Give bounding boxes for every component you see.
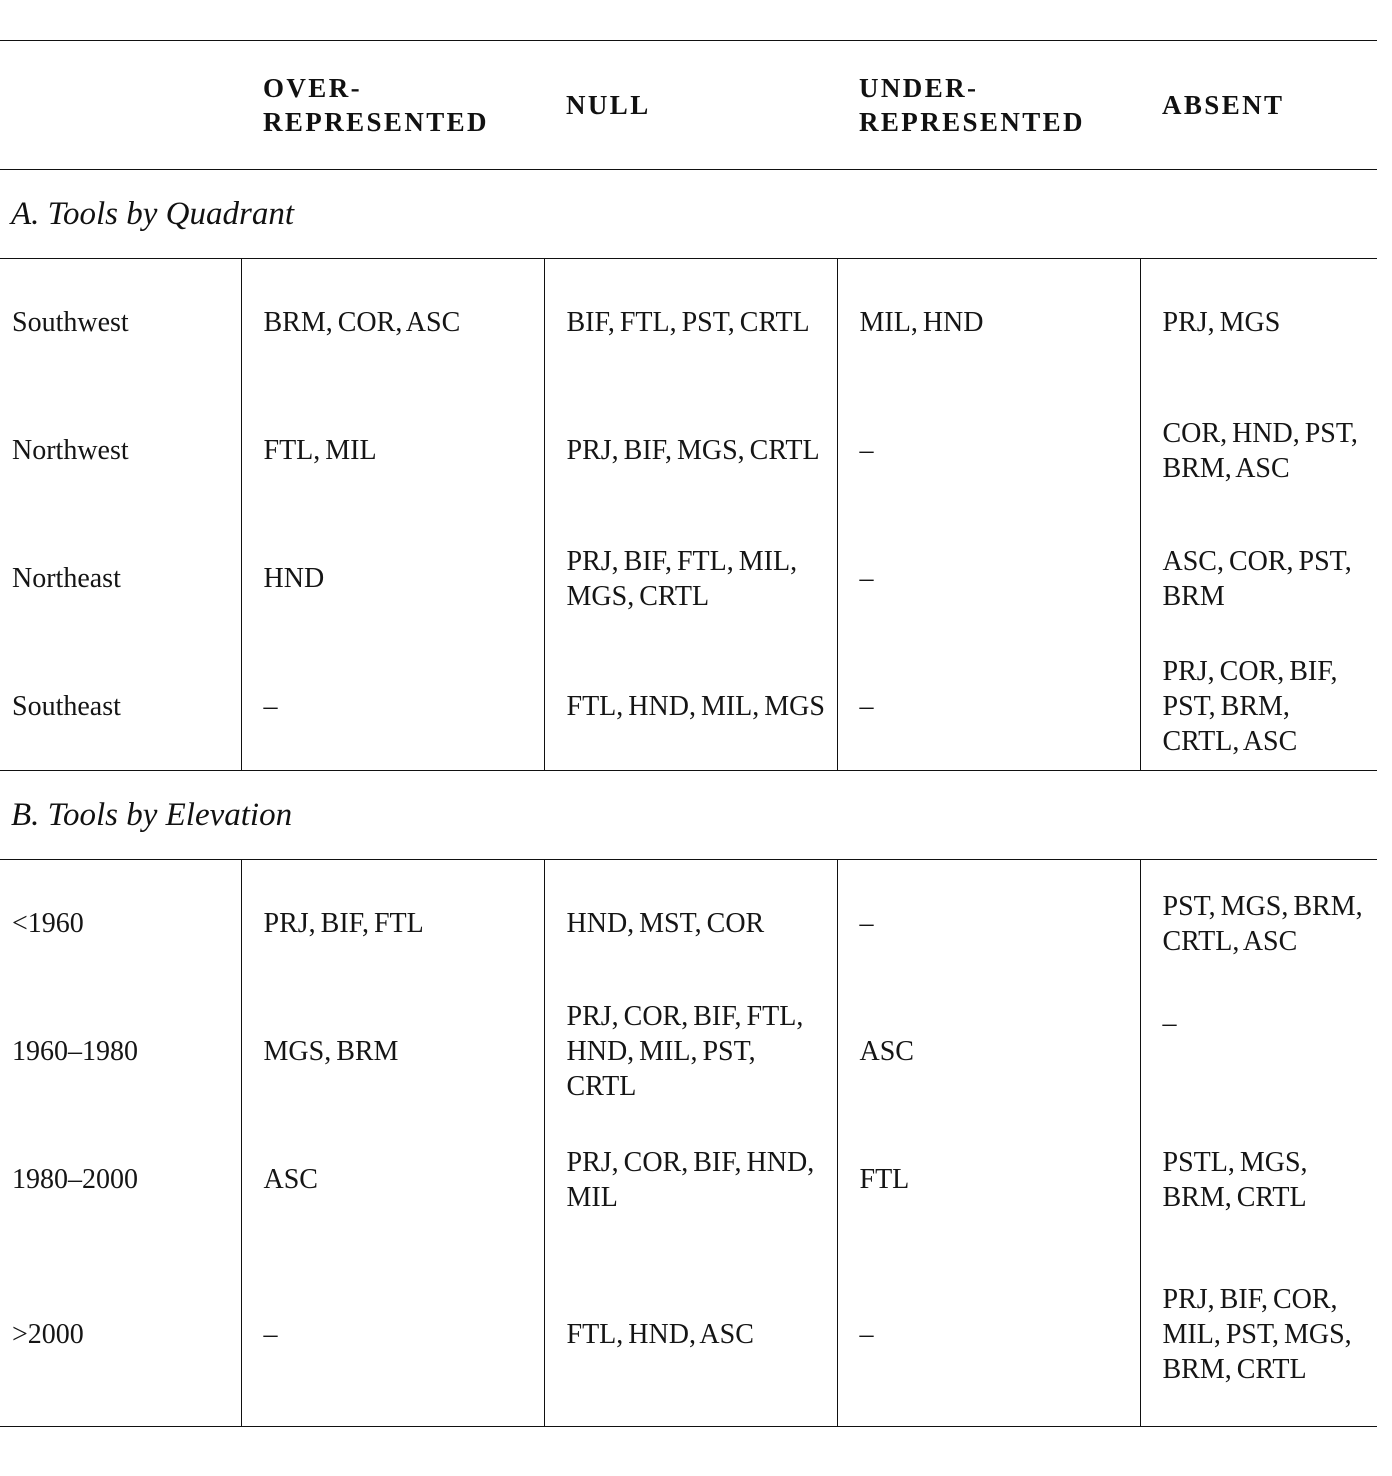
cell-over: BRM, COR, ASC xyxy=(241,259,544,387)
cell-under: – xyxy=(837,387,1140,515)
cell-null: PRJ, BIF, FTL, MIL, MGS, CRTL xyxy=(544,515,837,643)
table-row xyxy=(0,1116,1377,1244)
row-label: Southeast xyxy=(12,690,121,722)
row-label: >2000 xyxy=(12,1319,84,1351)
cell-under: FTL xyxy=(837,1116,1140,1244)
cell-under: ASC xyxy=(837,988,1140,1116)
document-page xyxy=(0,40,1377,1427)
table-header xyxy=(0,41,1377,170)
cell-over: PRJ, BIF, FTL xyxy=(241,860,544,988)
cell-over: FTL, MIL xyxy=(241,387,544,515)
cell-under: – xyxy=(837,515,1140,643)
cell-under: – xyxy=(837,1244,1140,1427)
row-label: 1960–1980 xyxy=(12,1036,138,1067)
row-label: Southwest xyxy=(12,307,129,339)
cell-absent: PST, MGS, BRM, CRTL, ASC xyxy=(1140,860,1377,988)
header-under-line1: UNDER- xyxy=(859,73,979,103)
cell-null: FTL, HND, MIL, MGS xyxy=(544,643,837,771)
table-row xyxy=(0,860,1377,988)
tools-representation-table xyxy=(0,40,1377,1427)
cell-under: – xyxy=(837,643,1140,771)
table-row xyxy=(0,259,1377,387)
cell-over: HND xyxy=(241,515,544,643)
table-row xyxy=(0,643,1377,771)
header-under-line2: REPRESENTED xyxy=(859,107,1085,137)
table-row xyxy=(0,387,1377,515)
table-row xyxy=(0,988,1377,1116)
cell-null: BIF, FTL, PST, CRTL xyxy=(544,259,837,387)
table-row xyxy=(0,1244,1377,1427)
cell-over: ASC xyxy=(241,1116,544,1244)
cell-null: PRJ, BIF, MGS, CRTL xyxy=(544,387,837,515)
cell-absent: PRJ, MGS xyxy=(1140,259,1377,387)
section-title: B. Tools by Elevation xyxy=(11,796,293,833)
section-title: A. Tools by Quadrant xyxy=(11,195,294,232)
cell-absent: – xyxy=(1140,988,1377,1116)
cell-absent: PRJ, BIF, COR, MIL, PST, MGS, BRM, CRTL xyxy=(1140,1244,1377,1427)
section-quadrant xyxy=(0,170,1377,771)
header-over-line2: REPRESENTED xyxy=(263,107,489,137)
row-label: Northwest xyxy=(12,435,129,466)
section-title-row xyxy=(0,771,1377,860)
cell-absent: PRJ, COR, BIF, PST, BRM, CRTL, ASC xyxy=(1140,643,1377,771)
cell-under: MIL, HND xyxy=(837,259,1140,387)
cell-absent: PSTL, MGS, BRM, CRTL xyxy=(1140,1116,1377,1244)
row-label: 1980–2000 xyxy=(12,1164,138,1195)
cell-null: PRJ, COR, BIF, FTL, HND, MIL, PST, CRTL xyxy=(544,988,837,1116)
header-row xyxy=(0,41,1377,170)
header-stub xyxy=(0,41,241,170)
cell-null: FTL, HND, ASC xyxy=(544,1244,837,1427)
header-over-represented xyxy=(241,41,544,170)
cell-over: MGS, BRM xyxy=(241,988,544,1116)
cell-over: – xyxy=(241,1244,544,1427)
row-label: Northeast xyxy=(12,563,121,594)
table-row xyxy=(0,515,1377,643)
cell-null: PRJ, COR, BIF, HND, MIL xyxy=(544,1116,837,1244)
cell-absent: COR, HND, PST, BRM, ASC xyxy=(1140,387,1377,515)
header-null: NULL xyxy=(566,90,651,120)
cell-null: HND, MST, COR xyxy=(544,860,837,988)
row-label: <1960 xyxy=(12,908,84,940)
section-elevation xyxy=(0,771,1377,1427)
header-absent: ABSENT xyxy=(1162,90,1285,120)
section-title-row xyxy=(0,170,1377,259)
cell-over: – xyxy=(241,643,544,771)
cell-absent: ASC, COR, PST, BRM xyxy=(1140,515,1377,643)
cell-under: – xyxy=(837,860,1140,988)
header-under-represented xyxy=(837,41,1140,170)
header-over-line1: OVER- xyxy=(263,73,362,103)
